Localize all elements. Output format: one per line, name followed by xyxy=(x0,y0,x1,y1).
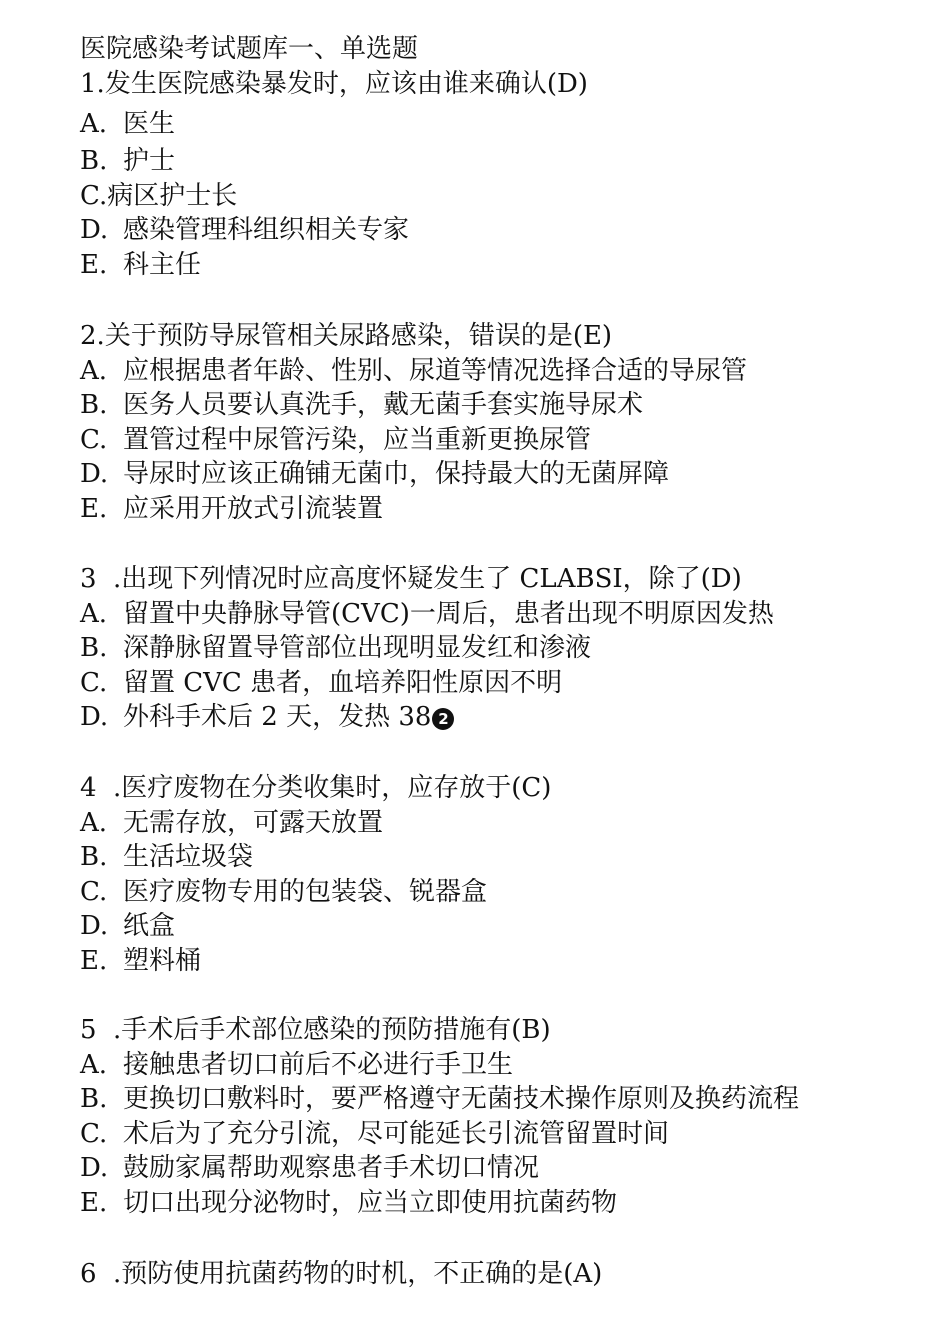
option-letter: C. xyxy=(80,180,108,211)
question-text: .手术后手术部位感染的预防措施有(B) xyxy=(113,1015,551,1045)
option-d xyxy=(80,1151,940,1186)
option-letter: A. xyxy=(80,598,108,629)
option-b xyxy=(80,144,940,179)
question-number: 3 xyxy=(80,564,97,594)
option-b xyxy=(80,631,940,666)
option-b xyxy=(80,388,940,423)
option-e xyxy=(80,492,940,527)
option-b xyxy=(80,1082,940,1117)
option-text: 病区护士长 xyxy=(107,180,238,211)
option-letter: A. xyxy=(80,807,108,838)
option-text-body: 外科手术后 2 天，发热 38 xyxy=(123,702,432,732)
question-6 xyxy=(80,1257,940,1292)
question-stem xyxy=(80,67,940,102)
option-text: 留置中央静脉导管(CVC)一周后，患者出现不明原因发热 xyxy=(123,598,774,629)
option-d xyxy=(80,909,940,944)
question-number: 1. xyxy=(80,69,105,99)
question-3 xyxy=(80,562,940,735)
option-a xyxy=(80,806,940,841)
question-stem xyxy=(80,1013,940,1048)
option-text: 置管过程中尿管污染，应当重新更换尿管 xyxy=(123,424,592,455)
option-text: 护士 xyxy=(123,146,176,176)
question-text: .出现下列情况时应高度怀疑发生了 CLABSI，除了(D) xyxy=(113,564,742,594)
option-a xyxy=(80,107,940,142)
question-text: 关于预防导尿管相关尿路感染，错误的是(E) xyxy=(104,321,613,351)
option-text: 切口出现分泌物时，应当立即使用抗菌药物 xyxy=(123,1187,618,1218)
option-a xyxy=(80,354,940,389)
option-text: 塑料桶 xyxy=(123,945,202,976)
option-text: 无需存放，可露天放置 xyxy=(123,807,384,838)
option-a xyxy=(80,1048,940,1083)
option-e xyxy=(80,1186,940,1221)
question-text: 发生医院感染暴发时，应该由谁来确认(D) xyxy=(104,69,588,99)
circled-number-badge: 2 xyxy=(432,708,454,730)
question-4 xyxy=(80,771,940,978)
option-letter: B. xyxy=(80,1084,108,1114)
option-letter: D. xyxy=(80,911,109,941)
question-number: 6 xyxy=(80,1259,97,1289)
option-letter: D. xyxy=(80,702,109,732)
document-title: 医院感染考试题库一、单选题 xyxy=(80,34,419,64)
option-text: 科主任 xyxy=(123,249,202,280)
option-letter: A. xyxy=(80,355,108,386)
question-stem xyxy=(80,319,940,354)
question-stem xyxy=(80,1257,940,1292)
option-letter: E. xyxy=(80,249,108,280)
option-text: 生活垃圾袋 xyxy=(123,842,254,872)
option-text xyxy=(123,700,454,735)
option-d xyxy=(80,457,940,492)
option-b xyxy=(80,840,940,875)
question-stem xyxy=(80,771,940,806)
option-d xyxy=(80,700,940,735)
option-text: 鼓励家属帮助观察患者手术切口情况 xyxy=(123,1153,540,1183)
option-letter: E. xyxy=(80,945,108,976)
option-text: 术后为了充分引流，尽可能延长引流管留置时间 xyxy=(123,1118,670,1149)
option-text: 留置 CVC 患者，血培养阳性原因不明 xyxy=(123,667,563,698)
option-text: 应根据患者年龄、性别、尿道等情况选择合适的导尿管 xyxy=(123,355,748,386)
option-text: 导尿时应该正确铺无菌巾，保持最大的无菌屏障 xyxy=(123,459,670,489)
option-letter: E. xyxy=(80,1187,108,1218)
option-e xyxy=(80,944,940,979)
option-c xyxy=(80,179,940,214)
question-text: .预防使用抗菌药物的时机，不正确的是(A) xyxy=(113,1259,603,1289)
option-text: 感染管理科组织相关专家 xyxy=(123,215,410,245)
option-letter: B. xyxy=(80,842,108,872)
option-letter: C. xyxy=(80,424,108,455)
option-e xyxy=(80,248,940,283)
question-number: 2. xyxy=(80,321,105,351)
question-number: 5 xyxy=(80,1015,97,1045)
option-c xyxy=(80,1117,940,1152)
option-c xyxy=(80,423,940,458)
question-5 xyxy=(80,1013,940,1220)
option-text: 更换切口敷料时，要严格遵守无菌技术操作原则及换药流程 xyxy=(123,1084,800,1114)
question-stem xyxy=(80,562,940,597)
option-letter: B. xyxy=(80,390,108,420)
question-1 xyxy=(80,67,940,282)
question-number: 4 xyxy=(80,773,97,803)
option-text: 深静脉留置导管部位出现明显发红和渗液 xyxy=(123,633,592,663)
option-text: 应采用开放式引流装置 xyxy=(123,493,384,524)
option-letter: C. xyxy=(80,667,108,698)
option-letter: D. xyxy=(80,215,109,245)
option-text: 纸盒 xyxy=(123,911,176,941)
option-letter: D. xyxy=(80,459,109,489)
option-text: 医疗废物专用的包装袋、锐器盒 xyxy=(123,876,488,907)
option-letter: A. xyxy=(80,1049,108,1080)
option-text: 接触患者切口前后不必进行手卫生 xyxy=(123,1049,514,1080)
option-letter: C. xyxy=(80,876,108,907)
option-text: 医务人员要认真洗手，戴无菌手套实施导尿术 xyxy=(123,390,644,420)
option-a xyxy=(80,597,940,632)
option-c xyxy=(80,666,940,701)
option-letter: D. xyxy=(80,1153,109,1183)
option-letter: B. xyxy=(80,633,108,663)
option-letter: B. xyxy=(80,146,108,176)
option-letter: C. xyxy=(80,1118,108,1149)
option-letter: A. xyxy=(80,108,108,139)
question-2 xyxy=(80,319,940,526)
option-letter: E. xyxy=(80,493,108,524)
option-c xyxy=(80,875,940,910)
option-d xyxy=(80,213,940,248)
option-text: 医生 xyxy=(123,108,176,139)
question-text: .医疗废物在分类收集时，应存放于(C) xyxy=(113,773,552,803)
